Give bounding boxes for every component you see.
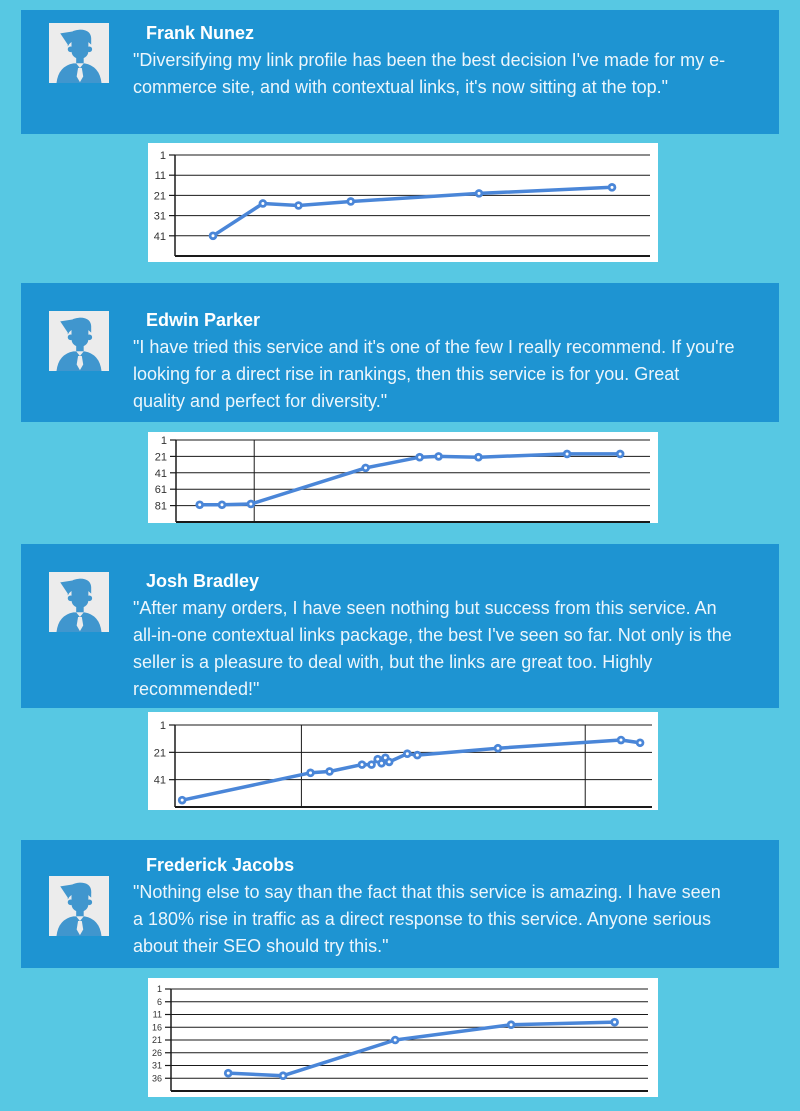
data-point-center (418, 456, 421, 459)
y-tick-label: 11 (154, 170, 166, 183)
testimonial-text (21, 544, 779, 703)
line-chart-svg (148, 978, 658, 1097)
data-point-center (394, 1039, 397, 1042)
testimonial-text (21, 840, 779, 960)
ranking-chart (148, 978, 658, 1097)
avatar (49, 572, 109, 632)
data-point-center (613, 1021, 616, 1024)
ranking-line (228, 1022, 614, 1076)
testimonial-quote: "Diversifying my link profile has been the best decision I've made for my e-commerce site, and with contextual links, it's now sitting at the top." (133, 50, 726, 97)
avatar (49, 23, 109, 83)
y-tick-label: 36 (151, 1073, 162, 1084)
testimonial-quote: "After many orders, I have seen nothing but success from this service. An all-in-one contextual links package, the best I've seen so far. Not only is the seller is a pleasure to deal with, but the links are great too. Highly recommended!" (133, 598, 732, 699)
testimonial-card (0, 544, 800, 810)
testimonial-quote: "Nothing else to say than the fact that this service is amazing. I have seen a 180% rise in traffic as a direct response to this service. Anyone serious about their SEO should try this." (133, 882, 721, 956)
person-silhouette-icon (49, 23, 109, 83)
data-point-center (349, 200, 352, 203)
person-silhouette-icon (49, 572, 109, 632)
y-tick-label: 1 (159, 719, 166, 732)
testimonial-list (0, 10, 800, 1097)
y-tick-label: 1 (159, 149, 166, 162)
line-chart-svg (148, 143, 658, 262)
y-tick-label: 21 (154, 451, 167, 464)
ranking-chart (148, 432, 658, 523)
data-point-center (619, 452, 622, 455)
ranking-line (213, 187, 612, 236)
data-point-center (220, 503, 223, 506)
y-tick-label: 31 (151, 1060, 162, 1071)
person-silhouette-icon (49, 311, 109, 371)
line-chart-svg (148, 432, 658, 523)
testimonial-text (21, 10, 779, 101)
data-point-center (297, 204, 300, 207)
y-tick-label: 16 (151, 1022, 162, 1033)
data-point-center (227, 1072, 230, 1075)
y-tick-label: 61 (154, 484, 167, 497)
data-point-center (639, 741, 642, 744)
data-point-center (406, 752, 409, 755)
y-tick-label: 21 (151, 1035, 162, 1046)
y-tick-label: 26 (151, 1047, 162, 1058)
data-point-center (437, 455, 440, 458)
testimonial-card (0, 10, 800, 262)
data-point-center (619, 739, 622, 742)
data-point-center (416, 754, 419, 757)
testimonial-card (0, 840, 800, 1097)
data-point-center (478, 192, 481, 195)
avatar (49, 311, 109, 371)
data-point-center (282, 1074, 285, 1077)
y-tick-label: 11 (152, 1009, 162, 1020)
y-tick-label: 81 (154, 500, 167, 513)
data-point-center (388, 760, 391, 763)
data-point-center (198, 503, 201, 506)
reviewer-name: Josh Bradley (146, 571, 260, 591)
y-tick-label: 21 (153, 747, 166, 760)
y-tick-label: 41 (154, 467, 167, 480)
y-tick-label: 41 (153, 230, 166, 243)
y-tick-label: 1 (156, 984, 162, 995)
reviewer-name: Frederick Jacobs (146, 855, 295, 875)
data-point-center (328, 770, 331, 773)
data-point-center (261, 202, 264, 205)
testimonial-quote: "I have tried this service and it's one of the few I really recommend. If you're looking for a direct rise in rankings, then this service is for you. Great quality and perfect for diversity." (133, 337, 735, 411)
y-tick-label: 21 (153, 190, 166, 203)
avatar (49, 876, 109, 936)
data-point-center (380, 762, 383, 765)
y-tick-label: 6 (156, 996, 162, 1007)
data-point-center (370, 763, 373, 766)
testimonial-banner (21, 840, 779, 968)
data-point-center (510, 1023, 513, 1026)
data-point-center (364, 466, 367, 469)
reviewer-name: Frank Nunez (146, 23, 255, 43)
testimonial-banner (21, 10, 779, 134)
ranking-line (200, 454, 620, 505)
line-chart-svg (148, 712, 658, 810)
data-point-center (566, 452, 569, 455)
data-point-center (360, 763, 363, 766)
reviewer-name: Edwin Parker (146, 310, 261, 330)
testimonial-card (0, 283, 800, 523)
testimonial-banner (21, 283, 779, 422)
data-point-center (477, 456, 480, 459)
y-tick-label: 1 (160, 434, 167, 447)
data-point-center (212, 234, 215, 237)
y-tick-label: 41 (153, 774, 166, 787)
person-silhouette-icon (49, 876, 109, 936)
data-point-center (249, 502, 252, 505)
data-point-center (181, 799, 184, 802)
testimonial-text (21, 283, 779, 415)
ranking-line (182, 740, 640, 800)
ranking-chart (148, 143, 658, 262)
data-point-center (611, 186, 614, 189)
y-tick-label: 31 (153, 210, 166, 223)
data-point-center (309, 771, 312, 774)
ranking-chart (148, 712, 658, 810)
data-point-center (496, 747, 499, 750)
testimonial-banner (21, 544, 779, 708)
